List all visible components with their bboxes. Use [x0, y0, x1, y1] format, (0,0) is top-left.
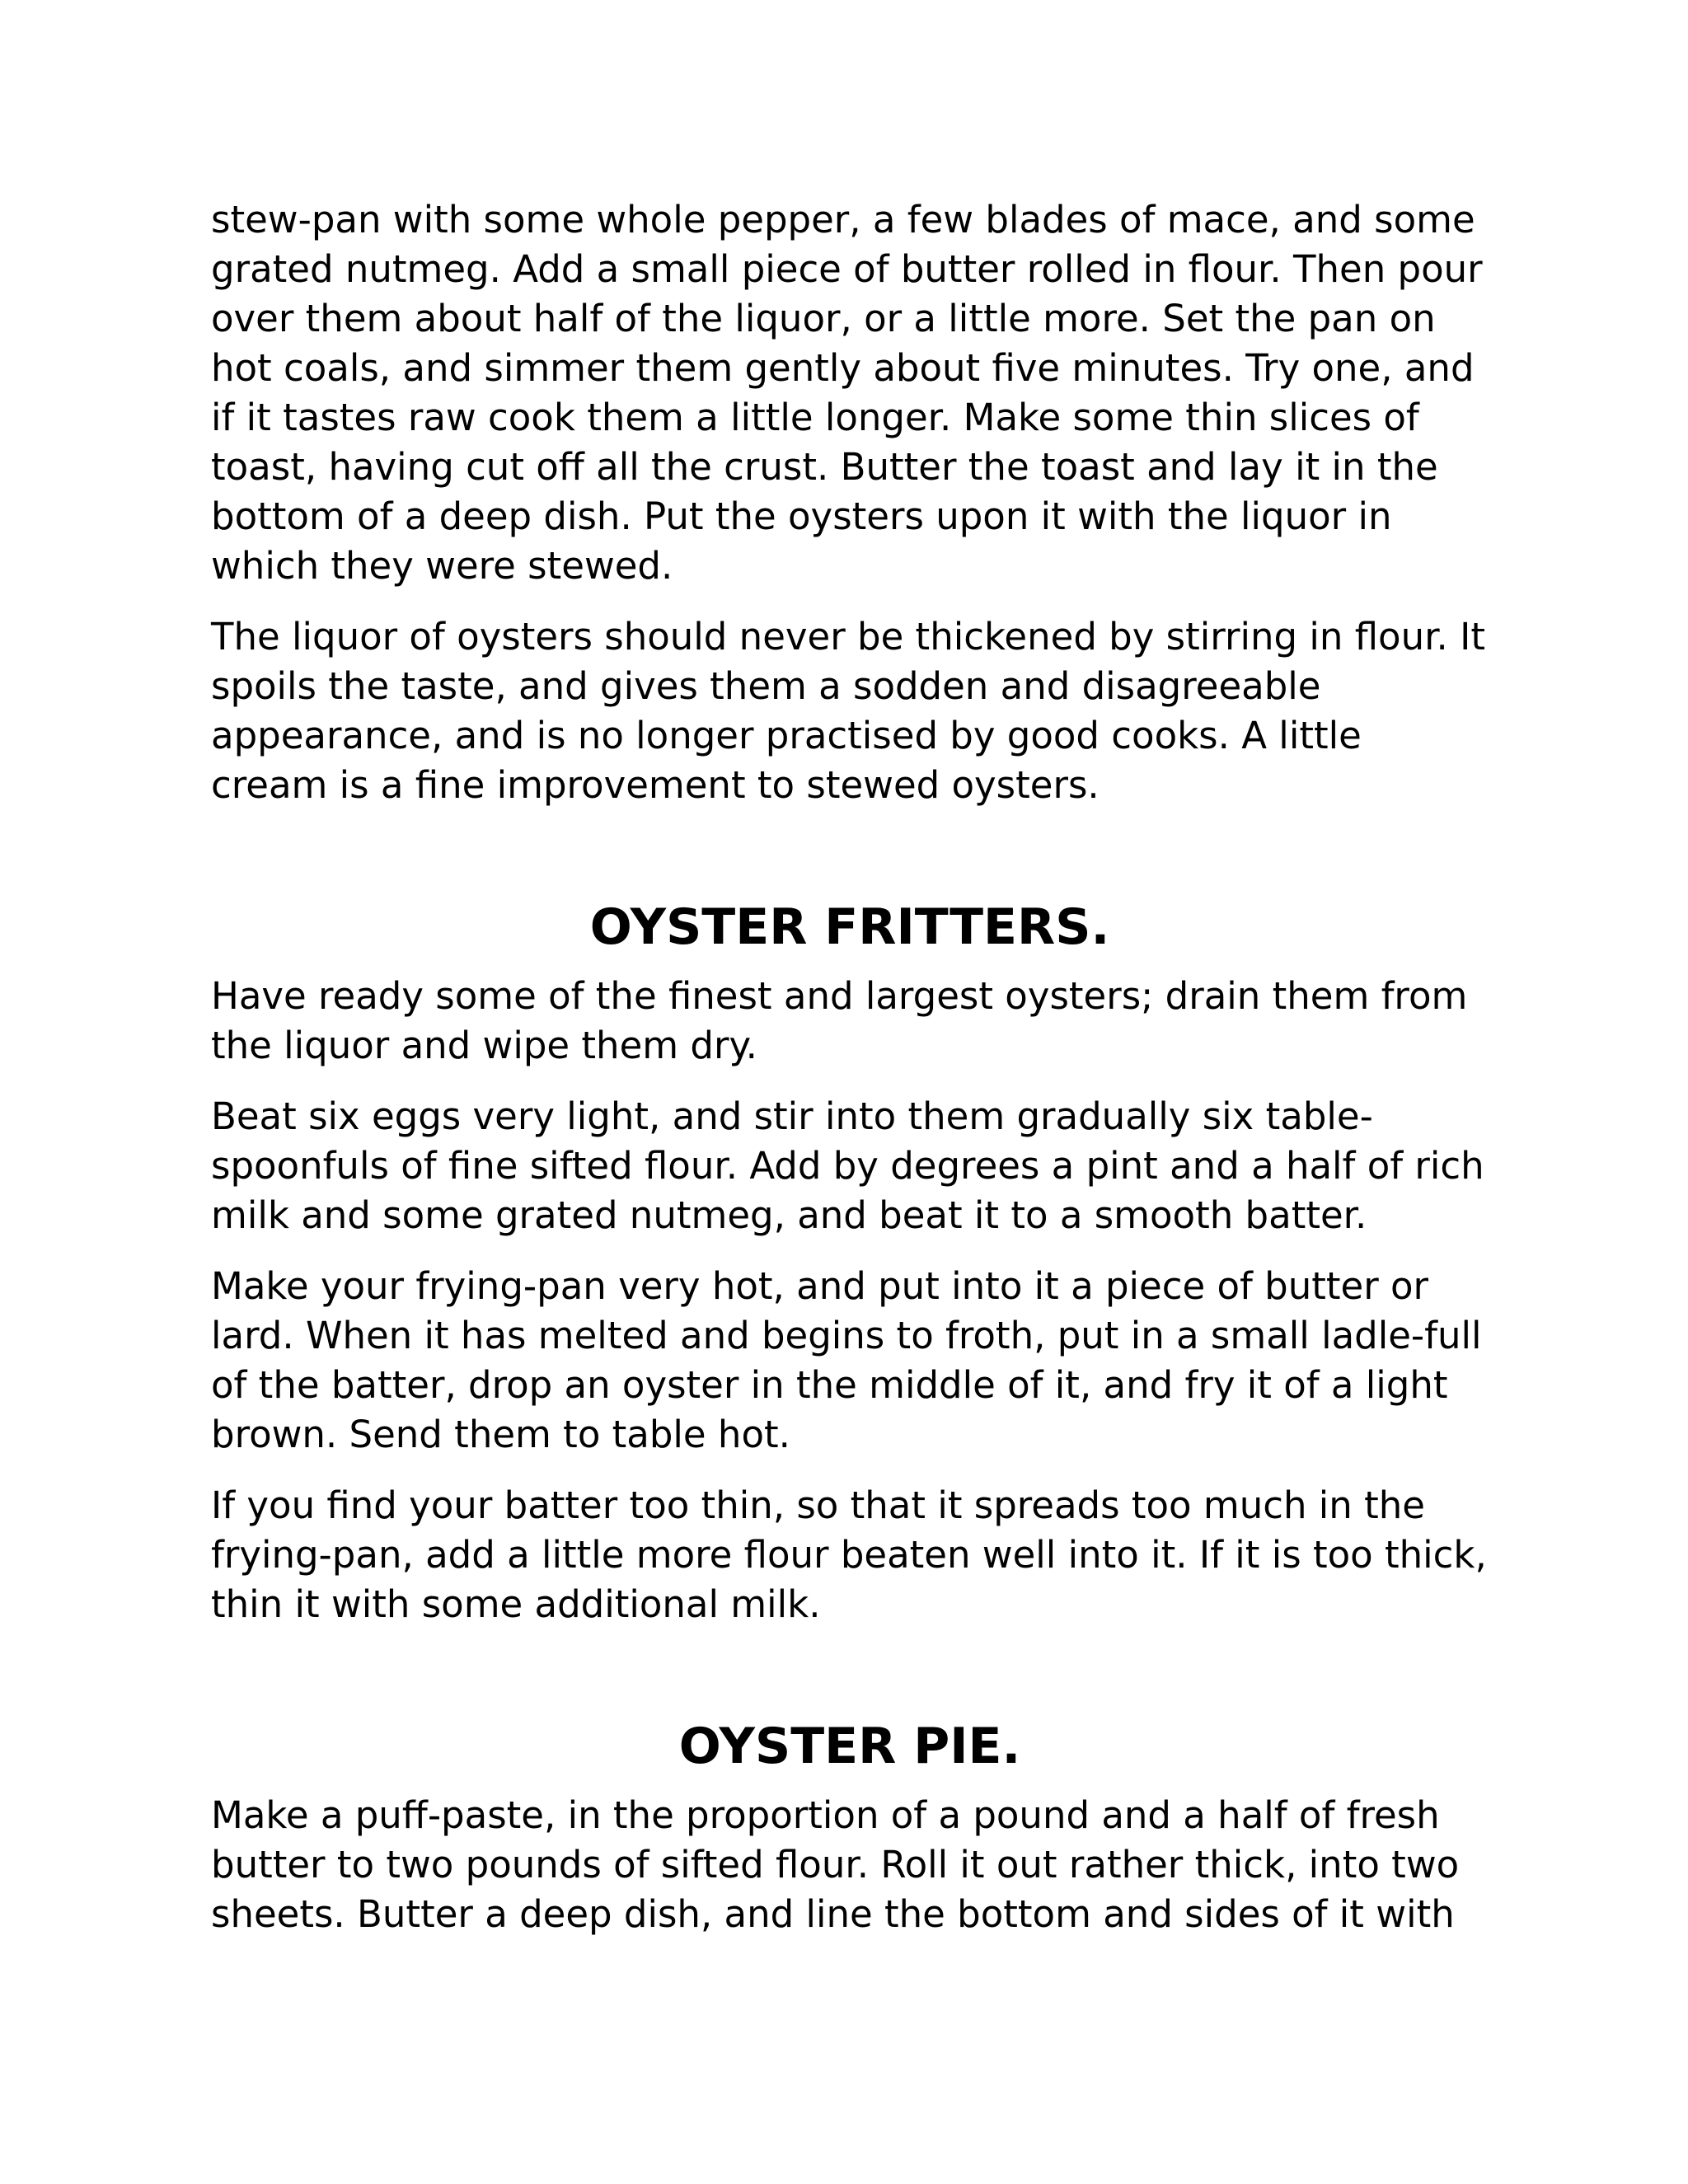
section-paragraph: Make your frying-pan very hot, and put into it a piece of butter or lard. When it has melted and begins to froth, put in a small ladle-full of the batter, drop an oyster in the middle of it, and fry it of a light brown. Send them to table hot. [211, 1264, 1482, 1456]
intro-paragraph: stew-pan with some whole pepper, a few blades of mace, and some grated nutmeg. Add a small piece of butter rolled in flour. Then pour over them about half of the liquor, or a little more. Set the pan on hot coals, and simmer them gently about five minutes. Try one, and if it tastes raw cook them a little longer. Make some thin slices of toast, having cut off all the crust. Butter the toast and lay it in the bottom of a deep dish. Put the oysters upon it with the liquor in which they were stewed. [211, 198, 1483, 588]
oyster-fritters-section [211, 896, 1489, 1629]
intro-paragraph: The liquor of oysters should never be thickened by stirring in flour. It spoils the taste, and gives them a sodden and disagreeable appearance, and is no longer practised by good cooks. A little cream is a fine improvement to stewed oysters. [211, 615, 1485, 807]
oyster-pie-section [211, 1715, 1489, 1939]
section-heading: OYSTER FRITTERS. [589, 898, 1110, 956]
document-page [211, 195, 1489, 1961]
section-paragraph: Have ready some of the finest and largest oysters; drain them from the liquor and wipe them dry. [211, 974, 1468, 1067]
section-paragraph: Make a puff-paste, in the proportion of a pound and a half of fresh butter to two pounds of sifted flour. Roll it out rather thick, into two sheets. Butter a deep dish, and line the bottom and sides of it with [211, 1793, 1460, 1936]
intro-section [211, 195, 1489, 810]
section-heading: OYSTER PIE. [678, 1718, 1021, 1775]
section-paragraph: If you find your batter too thin, so that it spreads too much in the frying-pan, add a little more flour beaten well into it. If it is too thick, thin it with some additional milk. [211, 1483, 1487, 1626]
section-paragraph: Beat six eggs very light, and stir into them gradually six table-spoonfuls of fine sifted flour. Add by degrees a pint and a half of rich milk and some grated nutmeg, and beat it to a smooth batter. [211, 1094, 1484, 1237]
